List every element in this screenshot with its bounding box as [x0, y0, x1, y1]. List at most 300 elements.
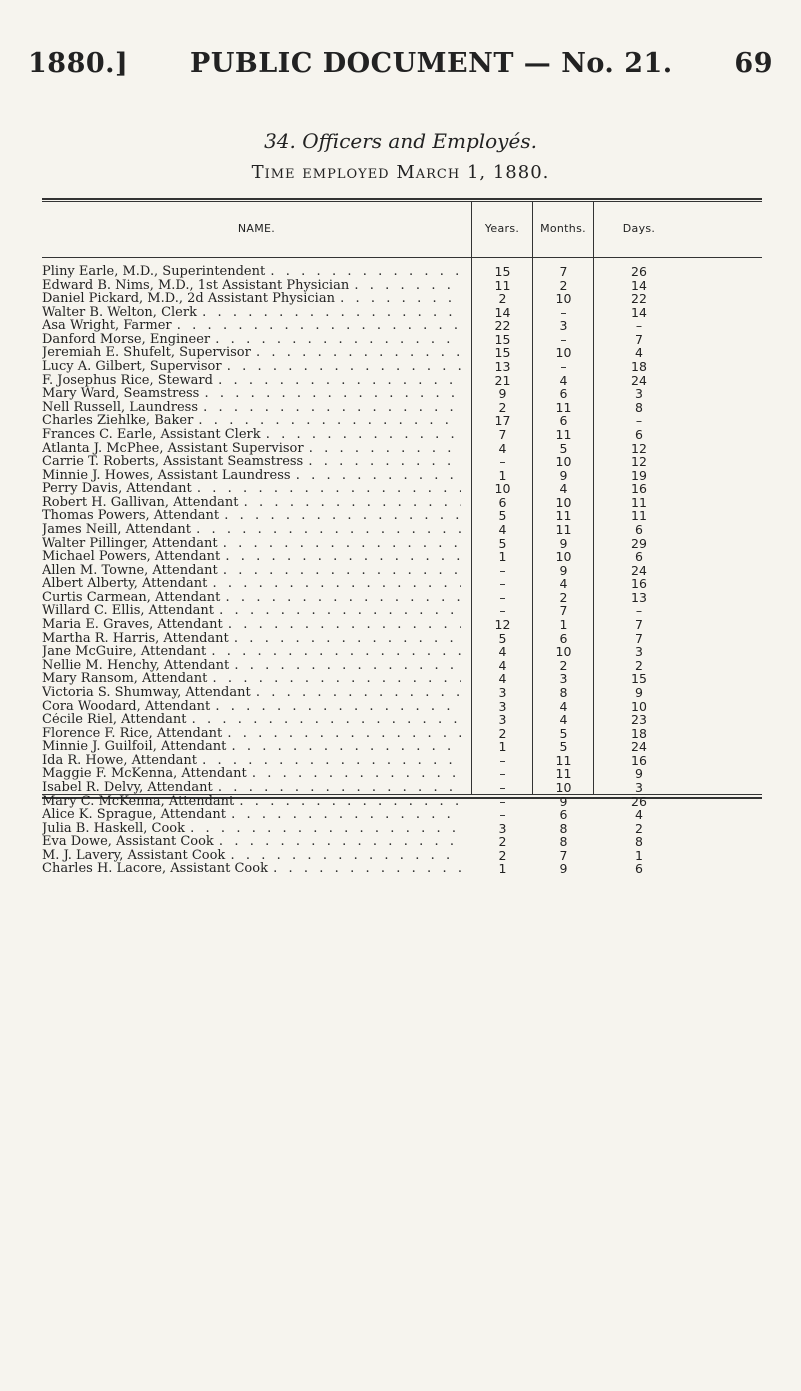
- years-cell: 5: [498, 535, 507, 551]
- months-cell: 10: [555, 345, 572, 361]
- leader-dots: [218, 564, 461, 578]
- days-cell: 15: [631, 671, 647, 687]
- top-rule-thick: [42, 198, 762, 200]
- employee-name: Thomas Powers, Attendant: [42, 509, 220, 523]
- employee-name: Walter Pillinger, Attendant: [42, 536, 218, 551]
- table-row: [42, 333, 692, 347]
- leader-dots: [219, 509, 461, 523]
- employee-name-cell: [42, 645, 471, 659]
- leader-dots: [210, 333, 461, 347]
- employee-name-cell: [42, 537, 471, 551]
- employee-name: Maria E. Graves, Attendant: [42, 618, 223, 632]
- days-cell: 8: [635, 399, 643, 415]
- months-cell: 6: [559, 807, 568, 823]
- months-cell: 7: [559, 603, 568, 619]
- days-cell: 1: [635, 847, 643, 863]
- employee-name-cell: [42, 577, 471, 591]
- years-cell: 7: [498, 426, 507, 442]
- employee-name-cell: [42, 618, 471, 632]
- leader-dots: [214, 604, 461, 618]
- months-cell: 11: [555, 752, 572, 768]
- leader-dots: [251, 346, 461, 360]
- leader-dots: [261, 428, 461, 442]
- months-cell: 5: [559, 440, 568, 456]
- table-row: [42, 414, 692, 428]
- months-cell: 9: [559, 861, 568, 877]
- table-row: [42, 482, 692, 496]
- months-cell: 7: [559, 847, 568, 863]
- leader-dots: [247, 767, 461, 781]
- months-cell: 3: [559, 318, 568, 334]
- employee-name: Perry Davis, Attendant: [42, 482, 192, 496]
- months-cell: 6: [559, 630, 568, 646]
- months-cell: –: [560, 304, 567, 320]
- employee-name: Walter B. Welton, Clerk: [42, 305, 197, 320]
- months-cell: 9: [559, 467, 568, 483]
- header-year: 1880.]: [28, 48, 129, 79]
- years-cell: 15: [494, 264, 511, 279]
- days-cell: 6: [635, 521, 643, 537]
- years-cell: 15: [494, 345, 511, 361]
- days-cell: 18: [631, 359, 647, 375]
- days-cell: 16: [631, 576, 647, 592]
- leader-dots: [220, 550, 461, 564]
- months-cell: 1: [559, 617, 568, 633]
- years-cell: 4: [498, 671, 507, 687]
- employee-name-cell: [42, 265, 471, 279]
- employee-name: Martha R. Harris, Attendant: [42, 631, 229, 646]
- years-cell: –: [499, 562, 506, 578]
- years-cell: 4: [498, 521, 507, 537]
- table-row: [42, 808, 692, 822]
- months-cell: 11: [555, 508, 572, 524]
- table-row: [42, 727, 692, 741]
- employee-name-cell: [42, 808, 471, 822]
- years-cell: 5: [498, 508, 507, 524]
- days-cell: 24: [631, 372, 647, 388]
- years-cell: 6: [498, 494, 507, 510]
- years-cell: –: [499, 454, 506, 470]
- years-cell: 2: [498, 847, 507, 863]
- days-cell: 8: [635, 834, 643, 850]
- months-cell: 9: [559, 535, 568, 551]
- employee-name: Lucy A. Gilbert, Supervisor: [42, 360, 222, 374]
- days-cell: 26: [631, 264, 647, 279]
- employee-name: Frances C. Earle, Assistant Clerk: [42, 427, 261, 442]
- employee-name-cell: [42, 333, 471, 347]
- months-cell: –: [560, 359, 567, 375]
- running-head: [28, 48, 773, 79]
- days-cell: –: [635, 318, 643, 334]
- days-cell: 7: [635, 630, 643, 646]
- months-cell: 4: [559, 372, 568, 388]
- years-cell: –: [499, 807, 506, 823]
- years-cell: –: [499, 589, 506, 605]
- days-cell: 22: [631, 291, 647, 307]
- column-header-months: Months.: [540, 222, 586, 235]
- employee-name: Robert H. Gallivan, Attendant: [42, 495, 239, 510]
- table-row: [42, 754, 692, 768]
- table-row: [42, 346, 692, 360]
- employee-name-cell: [42, 862, 471, 876]
- days-cell: 3: [635, 779, 643, 795]
- months-cell: 4: [559, 698, 568, 714]
- employee-name-cell: [42, 550, 471, 564]
- months-cell: 2: [559, 589, 568, 605]
- years-cell: 4: [498, 644, 507, 660]
- days-cell: 23: [631, 712, 647, 728]
- header-rule: [42, 257, 762, 258]
- days-cell: –: [635, 603, 643, 619]
- employee-table-body: [42, 265, 692, 876]
- days-cell: 6: [635, 861, 643, 877]
- employee-name: Victoria S. Shumway, Attendant: [42, 685, 251, 700]
- months-cell: 10: [555, 291, 572, 307]
- years-cell: 10: [494, 481, 511, 497]
- leader-dots: [291, 469, 461, 483]
- employee-name-cell: [42, 442, 471, 456]
- months-cell: 11: [555, 399, 572, 415]
- days-cell: 14: [631, 304, 647, 320]
- employee-name: Michael Powers, Attendant: [42, 550, 221, 564]
- days-cell: 3: [635, 386, 643, 402]
- leader-dots: [220, 591, 461, 605]
- employee-name-cell: [42, 509, 471, 523]
- days-cell: –: [635, 413, 643, 429]
- employee-name: Allen M. Towne, Attendant: [42, 563, 218, 578]
- days-cell: 2: [635, 820, 643, 836]
- employee-name: M. J. Lavery, Assistant Cook: [42, 848, 226, 863]
- months-cell: 11: [555, 766, 572, 782]
- days-cell: 11: [631, 508, 647, 524]
- employee-name-cell: [42, 632, 471, 646]
- employee-name-cell: [42, 713, 471, 727]
- leader-dots: [304, 442, 461, 456]
- employee-name-cell: [42, 659, 471, 673]
- days-cell: 24: [631, 562, 647, 578]
- employee-name-cell: [42, 672, 471, 686]
- employee-name: Willard C. Ellis, Attendant: [42, 604, 215, 619]
- table-row: [42, 700, 692, 714]
- table-row: [42, 659, 692, 673]
- employee-name: Maggie F. McKenna, Attendant: [42, 767, 247, 781]
- days-cell: 4: [635, 807, 643, 823]
- months-cell: 11: [555, 521, 572, 537]
- employee-name-cell: [42, 767, 471, 781]
- leader-dots: [186, 713, 461, 727]
- years-cell: 11: [494, 277, 511, 293]
- years-cell: 3: [498, 698, 507, 714]
- employee-name: Mary C. McKenna, Attendant: [42, 794, 235, 809]
- employee-name-cell: [42, 781, 471, 795]
- employee-name-cell: [42, 428, 471, 442]
- years-cell: 2: [498, 834, 507, 850]
- months-cell: 4: [559, 576, 568, 592]
- months-cell: 8: [559, 820, 568, 836]
- days-cell: 16: [631, 481, 647, 497]
- months-cell: 8: [559, 834, 568, 850]
- months-cell: 3: [559, 671, 568, 687]
- employee-name-cell: [42, 401, 471, 415]
- years-cell: 4: [498, 440, 507, 456]
- employee-name: Alice K. Sprague, Attendant: [42, 808, 226, 822]
- years-cell: 9: [498, 386, 507, 402]
- leader-dots: [213, 374, 461, 388]
- years-cell: 3: [498, 712, 507, 728]
- months-cell: 9: [559, 793, 568, 809]
- leader-dots: [218, 537, 461, 551]
- months-cell: 10: [555, 494, 572, 510]
- table-row: [42, 265, 692, 279]
- table-row: [42, 632, 692, 646]
- employee-name: Mary Ransom, Attendant: [42, 672, 208, 686]
- months-cell: 6: [559, 386, 568, 402]
- column-header-years: Years.: [484, 222, 520, 235]
- table-row: [42, 672, 692, 686]
- months-cell: 4: [559, 481, 568, 497]
- leader-dots: [223, 618, 461, 632]
- years-cell: 13: [494, 359, 511, 375]
- employee-name: Jane McGuire, Attendant: [42, 645, 207, 659]
- employee-name: Nellie M. Henchy, Attendant: [42, 658, 230, 673]
- employee-name: Edward B. Nims, M.D., 1st Assistant Physician: [42, 278, 350, 293]
- leader-dots: [185, 822, 461, 836]
- employee-name: Asa Wright, Farmer: [42, 319, 172, 333]
- table-row: [42, 374, 692, 388]
- leader-dots: [226, 808, 461, 822]
- years-cell: 2: [498, 399, 507, 415]
- table-row: [42, 401, 692, 415]
- days-cell: 6: [635, 549, 643, 565]
- employee-name-cell: [42, 306, 471, 320]
- years-cell: –: [499, 779, 506, 795]
- table-row: [42, 835, 692, 849]
- table-row: [42, 360, 692, 374]
- years-cell: –: [499, 766, 506, 782]
- employee-name-cell: [42, 564, 471, 578]
- years-cell: –: [499, 603, 506, 619]
- employee-name: Cécile Riel, Attendant: [42, 713, 187, 727]
- table-row: [42, 822, 692, 836]
- employee-name: Charles Ziehlke, Baker: [42, 414, 194, 428]
- days-cell: 9: [635, 684, 643, 700]
- table-row: [42, 767, 692, 781]
- leader-dots: [229, 632, 461, 646]
- leader-dots: [226, 740, 461, 754]
- employee-name-cell: [42, 374, 471, 388]
- days-cell: 6: [635, 426, 643, 442]
- years-cell: 1: [498, 549, 507, 565]
- table-row: [42, 564, 692, 578]
- months-cell: 6: [559, 413, 568, 429]
- employee-name-cell: [42, 346, 471, 360]
- years-cell: 22: [494, 318, 511, 334]
- years-cell: 5: [498, 630, 507, 646]
- employee-name-cell: [42, 835, 471, 849]
- employee-name-cell: [42, 740, 471, 754]
- employee-name: Pliny Earle, M.D., Superintendent: [42, 265, 266, 279]
- employee-name: Eva Dowe, Assistant Cook: [42, 835, 214, 849]
- employee-name-cell: [42, 482, 471, 496]
- table-row: [42, 550, 692, 564]
- years-cell: 3: [498, 684, 507, 700]
- leader-dots: [207, 672, 461, 686]
- table-row: [42, 292, 692, 306]
- leader-dots: [193, 414, 461, 428]
- days-cell: 7: [635, 331, 643, 347]
- employee-name: F. Josephus Rice, Steward: [42, 373, 213, 388]
- days-cell: 7: [635, 617, 643, 633]
- leader-dots: [213, 781, 461, 795]
- years-cell: 2: [498, 291, 507, 307]
- employee-name-cell: [42, 360, 471, 374]
- employee-name: Charles H. Lacore, Assistant Cook: [42, 862, 268, 877]
- table-row: [42, 795, 692, 809]
- days-cell: 3: [635, 644, 643, 660]
- employee-name-cell: [42, 822, 471, 836]
- table-row: [42, 319, 692, 333]
- leader-dots: [229, 659, 461, 673]
- days-cell: 26: [631, 793, 647, 809]
- months-cell: 10: [555, 549, 572, 565]
- employee-name-cell: [42, 686, 471, 700]
- table-row: [42, 442, 692, 456]
- leader-dots: [349, 279, 461, 293]
- table-row: [42, 509, 692, 523]
- table-row: [42, 740, 692, 754]
- employee-name: James Neill, Attendant: [42, 522, 191, 537]
- employee-name-cell: [42, 523, 471, 537]
- years-cell: 21: [494, 372, 511, 388]
- employee-name-cell: [42, 387, 471, 401]
- employee-name-cell: [42, 292, 471, 306]
- table-row: [42, 604, 692, 618]
- employee-name: Isabel R. Delvy, Attendant: [42, 780, 213, 795]
- years-cell: 14: [494, 304, 511, 320]
- leader-dots: [172, 319, 461, 333]
- days-cell: 14: [631, 277, 647, 293]
- days-cell: 13: [631, 589, 647, 605]
- table-row: [42, 713, 692, 727]
- leader-dots: [199, 387, 461, 401]
- years-cell: –: [499, 793, 506, 809]
- days-cell: 10: [631, 698, 647, 714]
- employee-name-cell: [42, 849, 471, 863]
- months-cell: –: [560, 331, 567, 347]
- days-cell: 4: [635, 345, 643, 361]
- employee-name: Carrie T. Roberts, Assistant Seamstress: [42, 455, 304, 469]
- table-subtitle: Time employed March 1, 1880.: [251, 162, 550, 183]
- days-cell: 29: [631, 535, 647, 551]
- years-cell: 2: [498, 725, 507, 741]
- months-cell: 4: [559, 712, 568, 728]
- table-row: [42, 781, 692, 795]
- employee-name-cell: [42, 414, 471, 428]
- days-cell: 12: [631, 440, 647, 456]
- page-number: 69: [734, 48, 773, 79]
- employee-name-cell: [42, 604, 471, 618]
- section-title: 34. Officers and Employés.: [264, 129, 537, 153]
- years-cell: 12: [494, 617, 511, 633]
- leader-dots: [225, 849, 461, 863]
- leader-dots: [210, 700, 461, 714]
- months-cell: 10: [555, 644, 572, 660]
- employee-name: Minnie J. Howes, Assistant Laundress: [42, 468, 291, 483]
- employee-name-cell: [42, 795, 471, 809]
- days-cell: 18: [631, 725, 647, 741]
- table-row: [42, 469, 692, 483]
- table-row: [42, 849, 692, 863]
- header-document-title: PUBLIC DOCUMENT — No. 21.: [190, 48, 673, 79]
- employee-name: Cora Woodard, Attendant: [42, 699, 211, 714]
- months-cell: 5: [559, 725, 568, 741]
- days-cell: 9: [635, 766, 643, 782]
- months-cell: 5: [559, 739, 568, 755]
- leader-dots: [303, 455, 461, 469]
- leader-dots: [335, 292, 461, 306]
- months-cell: 2: [559, 277, 568, 293]
- employee-name: Julia B. Haskell, Cook: [42, 821, 185, 836]
- days-cell: 12: [631, 454, 647, 470]
- employee-name-cell: [42, 455, 471, 469]
- leader-dots: [207, 577, 461, 591]
- employee-name: Florence F. Rice, Attendant: [42, 726, 223, 741]
- years-cell: –: [499, 576, 506, 592]
- years-cell: 3: [498, 820, 507, 836]
- leader-dots: [198, 401, 461, 415]
- days-cell: 24: [631, 739, 647, 755]
- days-cell: 16: [631, 752, 647, 768]
- employee-name: Minnie J. Guilfoil, Attendant: [42, 740, 227, 754]
- column-header-name: NAME.: [237, 222, 276, 235]
- leader-dots: [206, 645, 461, 659]
- table-row: [42, 523, 692, 537]
- table-row: [42, 306, 692, 320]
- table-row: [42, 279, 692, 293]
- column-header-days: Days.: [622, 222, 656, 235]
- table-row: [42, 862, 692, 876]
- years-cell: 1: [498, 861, 507, 877]
- employee-name: Mary Ward, Seamstress: [42, 387, 200, 401]
- years-cell: 17: [494, 413, 511, 429]
- employee-name-cell: [42, 496, 471, 510]
- leader-dots: [265, 265, 461, 279]
- employee-name: Atlanta J. McPhee, Assistant Supervisor: [42, 441, 304, 456]
- employee-name: Nell Russell, Laundress: [42, 400, 198, 415]
- table-row: [42, 618, 692, 632]
- leader-dots: [222, 360, 461, 374]
- leader-dots: [214, 835, 461, 849]
- days-cell: 11: [631, 494, 647, 510]
- employee-name: Daniel Pickard, M.D., 2d Assistant Physician: [42, 292, 335, 306]
- years-cell: –: [499, 752, 506, 768]
- employee-name-cell: [42, 279, 471, 293]
- table-row: [42, 645, 692, 659]
- employee-name-cell: [42, 469, 471, 483]
- months-cell: 8: [559, 684, 568, 700]
- employee-name-cell: [42, 727, 471, 741]
- table-row: [42, 686, 692, 700]
- employee-name-cell: [42, 319, 471, 333]
- table-row: [42, 428, 692, 442]
- leader-dots: [191, 523, 461, 537]
- employee-name-cell: [42, 700, 471, 714]
- leader-dots: [234, 795, 461, 809]
- employee-name: Jeremiah E. Shufelt, Supervisor: [42, 346, 251, 361]
- top-rule-thin: [42, 201, 762, 202]
- leader-dots: [197, 754, 461, 768]
- employee-name: Danford Morse, Engineer: [42, 332, 211, 347]
